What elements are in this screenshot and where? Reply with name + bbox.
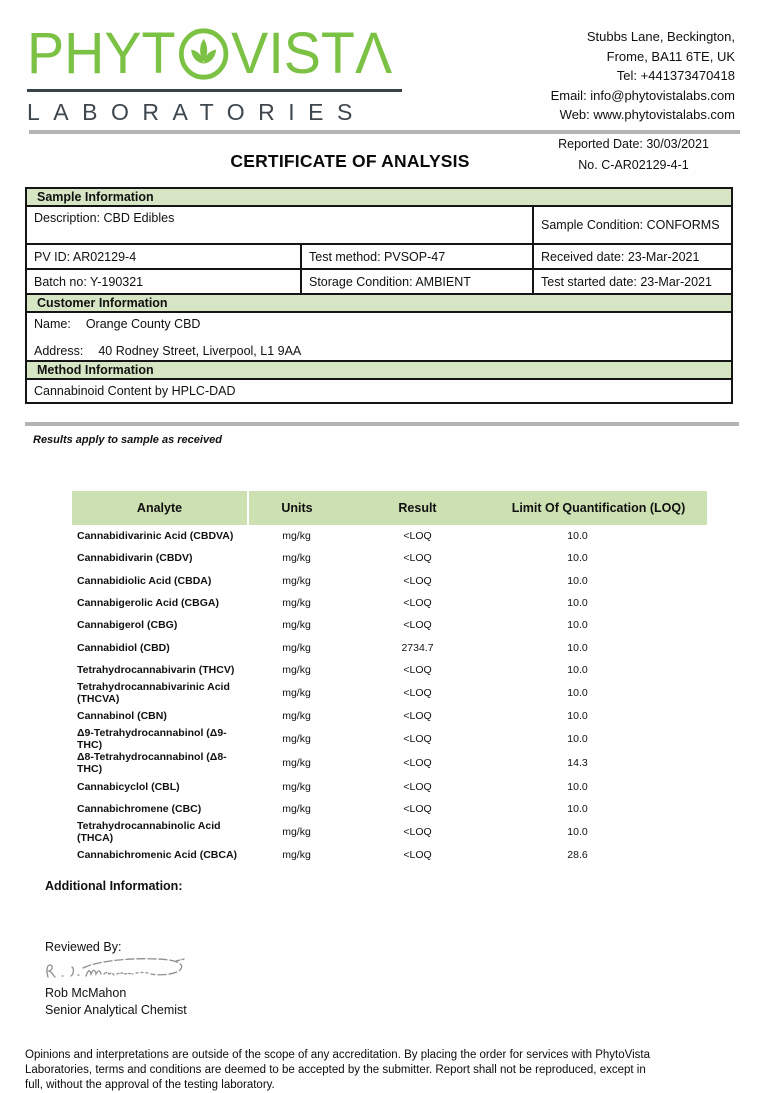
signature-block <box>45 940 764 1017</box>
units-value: mg/kg <box>248 547 345 569</box>
header-result: Result <box>345 491 490 525</box>
signature-icon <box>41 956 191 984</box>
results-row <box>72 705 707 727</box>
leaf-in-circle-icon <box>177 27 229 81</box>
analyte-name: Cannabidiolic Acid (CBDA) <box>72 570 248 592</box>
analyte-name: Cannabichromene (CBC) <box>72 798 248 820</box>
results-row <box>72 592 707 614</box>
result-value: <LOQ <box>345 525 490 547</box>
header-loq: Limit Of Quantification (LOQ) <box>490 491 707 525</box>
header-units: Units <box>248 491 345 525</box>
results-row <box>72 820 707 844</box>
reviewer-title: Senior Analytical Chemist <box>45 1003 187 1018</box>
units-value: mg/kg <box>248 681 345 705</box>
reviewer-name: Rob McMahon <box>45 986 127 1001</box>
contact-line: Web: www.phytovistalabs.com <box>559 107 735 122</box>
units-value: mg/kg <box>248 659 345 681</box>
logo-laboratories: LABORATORIES <box>27 99 366 125</box>
loq-value: 10.0 <box>490 798 707 820</box>
customer-details <box>26 312 732 361</box>
method-description: Cannabinoid Content by HPLC-DAD <box>26 379 732 403</box>
page-header <box>0 0 764 126</box>
result-value: 2734.7 <box>345 636 490 658</box>
report-meta <box>531 137 736 172</box>
logo-text-vist: VIST <box>231 21 355 86</box>
loq-value: 10.0 <box>490 820 707 844</box>
units-value: mg/kg <box>248 798 345 820</box>
results-row <box>72 636 707 658</box>
analyte-name: Cannabicyclol (CBL) <box>72 775 248 797</box>
loq-value: 10.0 <box>490 727 707 751</box>
analyte-name: Δ9-Tetrahydrocannabinol (Δ9-THC) <box>72 727 248 751</box>
loq-value: 10.0 <box>490 525 707 547</box>
results-row <box>72 614 707 636</box>
result-value: <LOQ <box>345 775 490 797</box>
customer-address-value: 40 Rodney Street, Liverpool, L1 9AA <box>98 344 302 358</box>
results-row <box>72 727 707 751</box>
section-sample-information: Sample Information <box>26 188 732 206</box>
results-row <box>72 775 707 797</box>
result-value: <LOQ <box>345 592 490 614</box>
logo-wordmark <box>27 21 394 86</box>
batch-no: Batch no: Y-190321 <box>26 269 301 294</box>
sample-description: Description: CBD Edibles <box>26 206 533 244</box>
result-value: <LOQ <box>345 659 490 681</box>
results-row <box>72 844 707 866</box>
logo-text-a: Λ <box>354 21 393 86</box>
analyte-name: Cannabidiol (CBD) <box>72 636 248 658</box>
contact-line: Frome, BA11 6TE, UK <box>606 48 735 64</box>
result-value: <LOQ <box>345 751 490 775</box>
customer-address-line <box>34 344 725 358</box>
footer-disclaimer: Opinions and interpretations are outside of the scope of any accreditation. By placing the order for services with PhytoVista Laboratories, terms and conditions are deemed to be accepted by the submitter. Report shall not be reproduced, except in full, without the approval of the testing laboratory. <box>25 1049 650 1092</box>
loq-value: 28.6 <box>490 844 707 866</box>
loq-value: 14.3 <box>490 751 707 775</box>
result-value: <LOQ <box>345 705 490 727</box>
lab-contact-info <box>551 25 735 126</box>
customer-name-label: Name: <box>34 317 71 331</box>
loq-value: 10.0 <box>490 681 707 705</box>
analyte-name: Cannabidivarinic Acid (CBDVA) <box>72 525 248 547</box>
units-value: mg/kg <box>248 820 345 844</box>
result-value: <LOQ <box>345 844 490 866</box>
contact-line: Stubbs Lane, Beckington, <box>586 29 735 44</box>
section-rule <box>25 422 739 426</box>
customer-name-line <box>34 317 725 331</box>
result-value: <LOQ <box>345 820 490 844</box>
pv-id: PV ID: AR02129-4 <box>26 244 301 269</box>
analyte-name: Δ8-Tetrahydrocannabinol (Δ8-THC) <box>72 751 248 775</box>
analyte-name: Tetrahydrocannabivarinic Acid (THCVA) <box>72 681 248 705</box>
section-method-information: Method Information <box>26 361 732 379</box>
reviewed-by-label: Reviewed By: <box>45 940 122 955</box>
analyte-name: Cannabichromenic Acid (CBCA) <box>72 844 248 866</box>
units-value: mg/kg <box>248 636 345 658</box>
analyte-name: Tetrahydrocannabivarin (THCV) <box>72 659 248 681</box>
loq-value: 10.0 <box>490 636 707 658</box>
loq-value: 10.0 <box>490 775 707 797</box>
result-value: <LOQ <box>345 570 490 592</box>
loq-value: 10.0 <box>490 705 707 727</box>
result-value: <LOQ <box>345 681 490 705</box>
customer-address-label: Address: <box>34 344 84 358</box>
results-row <box>72 659 707 681</box>
results-row <box>72 547 707 569</box>
analyte-name: Cannabigerolic Acid (CBGA) <box>72 592 248 614</box>
certificate-title: CERTIFICATE OF ANALYSIS <box>230 151 470 171</box>
loq-value: 10.0 <box>490 570 707 592</box>
loq-value: 10.0 <box>490 592 707 614</box>
result-value: <LOQ <box>345 547 490 569</box>
units-value: mg/kg <box>248 570 345 592</box>
loq-value: 10.0 <box>490 547 707 569</box>
results-row <box>72 681 707 705</box>
units-value: mg/kg <box>248 592 345 614</box>
results-row <box>72 751 707 775</box>
units-value: mg/kg <box>248 775 345 797</box>
result-value: <LOQ <box>345 727 490 751</box>
units-value: mg/kg <box>248 705 345 727</box>
sample-condition: Sample Condition: CONFORMS <box>533 206 732 244</box>
analyte-name: Tetrahydrocannabinolic Acid (THCA) <box>72 820 248 844</box>
test-started-date: Test started date: 23-Mar-2021 <box>533 269 732 294</box>
sample-info-table <box>25 187 733 404</box>
analyte-name: Cannabigerol (CBG) <box>72 614 248 636</box>
section-customer-information: Customer Information <box>26 294 732 312</box>
result-value: <LOQ <box>345 614 490 636</box>
loq-value: 10.0 <box>490 659 707 681</box>
loq-value: 10.0 <box>490 614 707 636</box>
title-row <box>0 134 764 187</box>
results-row <box>72 798 707 820</box>
results-table <box>72 491 707 866</box>
units-value: mg/kg <box>248 727 345 751</box>
reported-date: Reported Date: 30/03/2021 <box>558 137 709 151</box>
logo-divider <box>27 89 402 92</box>
analyte-name: Cannabidivarin (CBDV) <box>72 547 248 569</box>
results-note: Results apply to sample as received <box>33 434 222 446</box>
phytovista-logo <box>27 21 409 126</box>
certificate-number: No. C-AR02129-4-1 <box>578 158 689 172</box>
results-row <box>72 570 707 592</box>
additional-information-label: Additional Information: <box>45 879 183 894</box>
results-header-row <box>72 491 707 525</box>
units-value: mg/kg <box>248 751 345 775</box>
contact-line: Tel: +441373470418 <box>616 68 735 83</box>
received-date: Received date: 23-Mar-2021 <box>533 244 732 269</box>
header-analyte: Analyte <box>72 491 248 525</box>
contact-line: Email: info@phytovistalabs.com <box>550 87 735 103</box>
units-value: mg/kg <box>248 525 345 547</box>
test-method: Test method: PVSOP-47 <box>301 244 533 269</box>
results-row <box>72 525 707 547</box>
storage-condition: Storage Condition: AMBIENT <box>301 269 533 294</box>
units-value: mg/kg <box>248 844 345 866</box>
customer-name-value: Orange County CBD <box>85 317 201 331</box>
units-value: mg/kg <box>248 614 345 636</box>
analyte-name: Cannabinol (CBN) <box>72 705 248 727</box>
logo-text-phyt: PHYT <box>27 21 176 86</box>
result-value: <LOQ <box>345 798 490 820</box>
